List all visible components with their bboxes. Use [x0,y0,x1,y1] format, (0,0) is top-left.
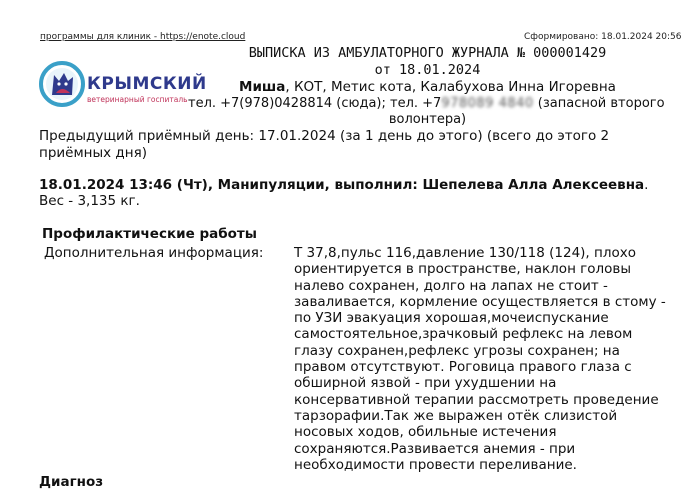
contact-line-cont: волонтера) [388,112,467,127]
field-value-line: обширной язвой - при ухудшении на [294,375,557,392]
logo-name: КРЫМСКИЙ [87,74,207,94]
section-title: Профилактические работы [42,226,257,242]
generated-timestamp: Сформировано: 18.01.2024 20:56 [524,32,682,42]
field-value-line: заваливается, кормление осуществляется в стому - [294,293,666,310]
field-value-line: носовых ходов, обильные истечения [294,424,557,441]
field-value-line: по УЗИ эвакуация хорошая,мочеиспускание [294,310,609,327]
document-date: от 18.01.2024 [374,62,481,78]
logo-subtitle: ветеринарный госпиталь [87,95,188,104]
previous-visit-line1: Предыдущий приёмный день: 17.01.2024 (за 1 день до этого) (всего до этого 2 [39,128,610,144]
blurred-phone: 978089 4840 [441,96,534,111]
patient-name: Миша [239,79,286,95]
field-value-line: ориентируется в пространстве, наклон головы [294,261,632,278]
contact-line [188,96,668,112]
patient-details: , КОТ, Метис кота, Калабухова Инна Игоревна [285,79,616,95]
document-title: ВЫПИСКА ИЗ АМБУЛАТОРНОГО ЖУРНАЛА № 000001429 [248,45,607,61]
field-value-line: самостоятельное,зрачковый рефлекс на левом [294,326,633,343]
visit-heading-text: 18.01.2024 13:46 (Чт), Манипуляции, выполнил: Шепелева Алла Алексеевна [39,177,645,193]
field-value-line: тарзорафии.Так же выражен отёк слизистой [294,407,618,424]
field-value-line: сохраняются.Развивается анемия - при [294,440,576,457]
field-value-line: Т 37,8,пульс 116,давление 130/118 (124), плохо [294,245,636,261]
contact-phones: тел. +7(978)0428814 (сюда); тел. +7 [188,96,442,111]
field-value-line: необходимости провести переливание. [294,456,577,473]
patient-line [190,79,665,96]
field-label: Дополнительная информация: [44,245,264,261]
field-value-line: глазу сохранен,рефлекс угрозы сохранен; на [294,342,620,359]
field-value-line: налево сохранен, долго на лапах не стоит - [294,277,608,294]
diagnosis-title: Диагноз [39,474,104,490]
previous-visit-line2: приёмных дня) [39,145,147,161]
field-value-line: правом отсутствуют. Роговица правого глаза с [294,359,632,376]
field-value [294,245,674,473]
contact-note: (запасной второго [533,96,665,111]
clinic-logo [38,57,207,111]
cat-dog-logo-icon [38,57,88,111]
field-value-line: консервативной терапии рассмотреть проведение [294,391,659,408]
visit-heading-end: . [644,177,649,193]
visit-heading [39,177,648,193]
visit-weight: Вес - 3,135 кг. [39,193,140,209]
source-link[interactable]: программы для клиник - https://enote.cloud [40,32,246,42]
